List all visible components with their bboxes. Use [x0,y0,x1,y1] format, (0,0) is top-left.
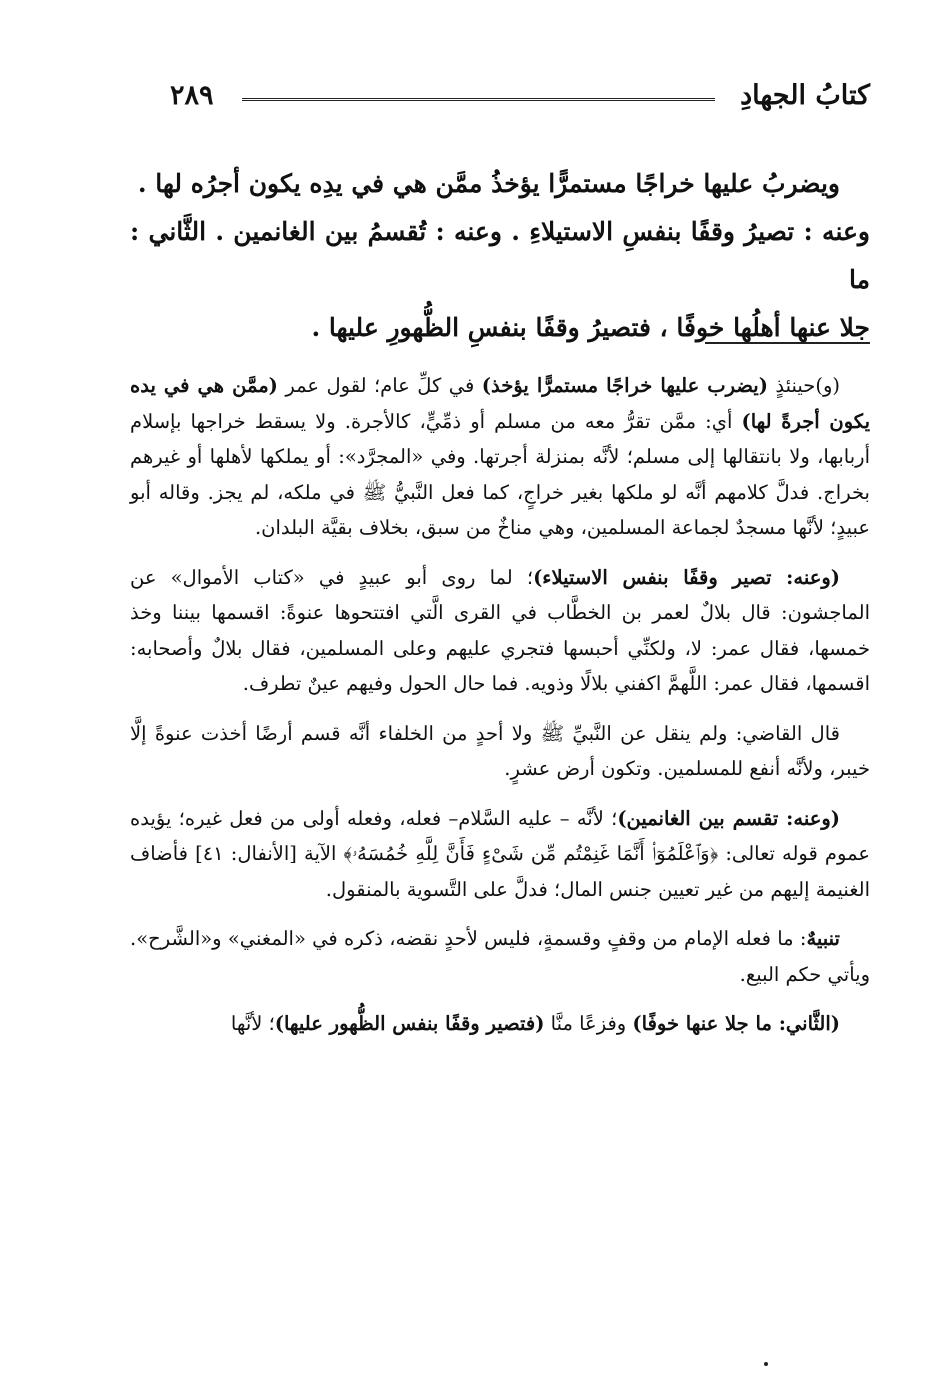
scan-dot [764,1362,768,1366]
commentary-text: (و)حينئذٍ [767,374,840,397]
commentary-paragraph [130,1006,870,1042]
quoted-matn: (وعنه: تقسم بين الغانمين) [617,806,840,830]
commentary [130,368,870,1056]
commentary-paragraph [130,921,870,992]
page-number: ٢٨٩ [170,80,214,111]
quoted-matn: (الثَّاني: ما جلا عنها خوفًا) [632,1012,840,1035]
header-rule [242,98,715,101]
quoted-matn: (وعنه: تصير وقفًا بنفس الاستيلاء) [533,565,840,589]
commentary-text: ؛ لأنَّها [230,1012,275,1035]
commentary-text: : ما فعله الإمام من وقفٍ وقسمةٍ، فليس لأحدٍ نقضه، ذكره في «المغني» و«الشَّرح». ويأتي حكم البيع. [130,927,870,986]
commentary-text: قال القاضي: ولم ينقل عن النَّبيِّ ﷺ ولا أحدٍ من الخلفاء أنَّه قسم أرضًا أخذت عنوةً إلَّا خيبر، ولأنَّه أنفع للمسلمين. وتكون أرض عشرٍ. [130,721,870,780]
commentary-text: أي: ممَّن تقرُّ معه من مسلم أو ذمِّيٍّ، كالأجرة. ولا يسقط خراجها بإسلام أربابها، ولا بانتقالها إلى مسلم؛ لأنَّه بمنزلة أجرتها. وفي «المجرَّد»: أو يملكها لأهلها أو غيرهم بخراج. فدلَّ كلامهم أنَّه لو ملكها بغير خراجٍ، كما فعل النَّبيُّ ﷺ في ملكه، لم يجز. وقاله أبو عبيدٍ؛ لأنَّها مسجدٌ لجماعة المسلمين، وهي مناخٌ من سبق، بخلاف بقيَّة البلدان. [130,409,870,539]
main-text-line: وعنه : تصيرُ وقفًا بنفسِ الاستيلاءِ . وعنه : تُقسمُ بين الغانمين . الثَّاني : ما [130,217,870,294]
footnote-separator [705,342,870,344]
commentary-text: وفزعًا منَّا [544,1012,633,1035]
quoted-matn: (ممَّن هي في يده يكون أجرةً لها) [130,374,870,433]
commentary-paragraph [130,368,870,546]
book-title: كتابُ الجهادِ [740,80,870,111]
quoted-matn: (يضرب عليها خراجًا مستمرًّا يؤخذ) [481,374,768,397]
commentary-paragraph [130,801,870,908]
quoted-matn: (فتصير وقفًا بنفس الظُّهور عليها) [274,1012,545,1035]
main-text-line: جلا عنها أهلُها خوفًا ، فتصيرُ وقفًا بنفسِ الظُّهورِ عليها . [311,313,870,342]
quran-verse: ﴿وَٱعْلَمُوٓا۟ أَنَّمَا غَنِمْتُم مِّن شَىْءٍ فَأَنَّ لِلَّهِ خُمُسَهُۥ﴾ [343,842,719,865]
commentary-paragraph [130,716,870,787]
main-text-line: ويضربُ عليها خراجًا مستمرًّا يؤخذُ ممَّن هي في يدِه يكون أجرُه لها . [137,169,840,198]
commentary-text: الآية [الأنفال: ٤١] فأضاف الغنيمة إليهم من غير تعيين جنس المال؛ فدلَّ على التَّسوية بالمنقول. [130,842,870,901]
note-label: تنبيهٌ [806,927,840,950]
commentary-text: ؛ لأنَّه – عليه السَّلام– فعله، وفعله أولى من فعل غيره؛ يؤيده عموم قوله تعالى: [130,806,870,865]
page-header [170,78,870,122]
commentary-text: ؛ لما روى أبو عبيدٍ في «كتاب الأموال» عن الماجشون: قال بلالٌ لعمر بن الخطَّاب في القرى الَّتي افتتحوها عنوةً: اقسمها بيننا وخذ خمسها، فقال عمر: لا، ولكنِّي أحبسها فتجري عليهم وعلى المسلمين، فقال بلالٌ وأصحابه: اقسمها، فقال عمر: اللَّهمَّ اكفني بلالًا وذويه. فما حال الحول وفيهم عينٌ تطرف. [130,565,870,695]
commentary-paragraph [130,560,870,702]
main-text [130,160,870,352]
commentary-text: في كلِّ عام؛ لقول عمر [277,374,482,397]
